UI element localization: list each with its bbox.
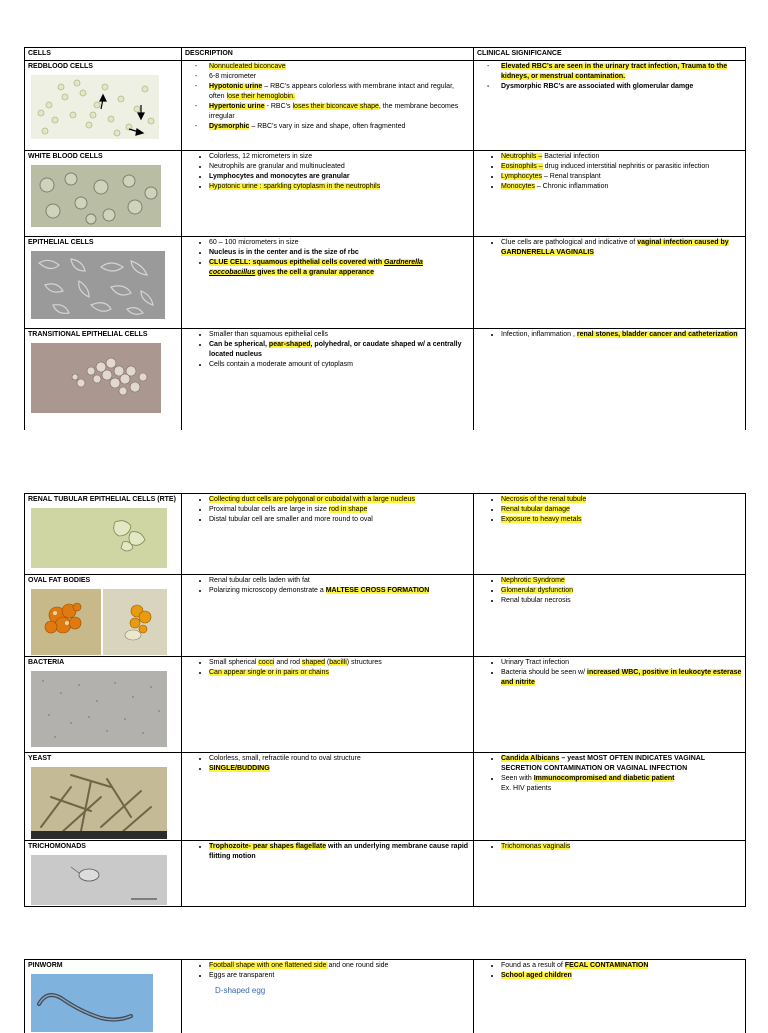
cell-title: YEAST	[28, 754, 178, 764]
cell-description: • Colorless, 12 micrometers in size • Neutrophils are granular and multinucleated • Lymphocytes and monocytes are granular • Hypotonic urine : sparkling cytoplasm in the neutrophils	[182, 151, 474, 237]
cell-name	[25, 960, 182, 1033]
cell-description: • Small spherical cocci and rod shaped (bacilli) structures • Can appear single or in pairs or chains	[182, 657, 474, 753]
pinworm-note: D-shaped egg	[215, 986, 470, 996]
row-pinworm	[25, 960, 746, 1033]
cell-name	[25, 753, 182, 841]
rbc-micrograph	[31, 75, 159, 139]
cell-title: OVAL FAT BODIES	[28, 576, 178, 586]
cell-clinical: • Candida Albicans – yeast MOST OFTEN INDICATES VAGINAL SECRETION CONTAMINATION OR VAGINAL INFECTION • Seen with Immunocompromised and diabetic patient Ex. HIV patients	[474, 753, 746, 841]
cell-name	[25, 329, 182, 431]
cell-name	[25, 61, 182, 151]
cell-name	[25, 575, 182, 657]
header-description: DESCRIPTION	[182, 48, 474, 61]
cell-title: EPITHELIAL CELLS	[28, 238, 178, 248]
cell-clinical: • Necrosis of the renal tubule • Renal tubular damage • Exposure to heavy metals	[474, 494, 746, 575]
header-cells: CELLS	[25, 48, 182, 61]
trichomonads-micrograph	[31, 855, 167, 905]
yeast-micrograph	[31, 767, 167, 839]
epithelial-micrograph	[31, 251, 165, 319]
transitional-micrograph	[31, 343, 161, 413]
cells-table-2	[24, 493, 746, 907]
cell-clinical: • Infection, inflammation , renal stones, bladder cancer and catheterization	[474, 329, 746, 431]
cell-name	[25, 237, 182, 329]
cell-description: • Trophozoite- pear shapes flagellate with an underlying membrane cause rapid flitting motion	[182, 841, 474, 907]
cell-description: • Smaller than squamous epithelial cells • Can be spherical, pear-shaped, polyhedral, or caudate shaped w/ a centrally located nucleus • Cells contain a moderate amount of cytoplasm	[182, 329, 474, 431]
cell-name	[25, 494, 182, 575]
cell-description: • Renal tubular cells laden with fat • Polarizing microscopy demonstrate a MALTESE CROSS FORMATION	[182, 575, 474, 657]
cell-clinical: • Neutrophils – Bacterial infection • Eosinophils – drug induced interstitial nephritis or parasitic infection • Lymphocytes – Renal transplant • Monocytes – Chronic inflammation	[474, 151, 746, 237]
bacteria-micrograph	[31, 671, 167, 747]
cell-description: • Collecting duct cells are polygonal or cuboidal with a large nucleus • Proximal tubular cells are large in size rod in shape • Distal tubular cell are smaller and more round to oval	[182, 494, 474, 575]
row-yeast	[25, 753, 746, 841]
cell-title: WHITE BLOOD CELLS	[28, 152, 178, 162]
cell-title: PINWORM	[28, 961, 178, 971]
cell-name	[25, 657, 182, 753]
row-bacteria	[25, 657, 746, 753]
cell-title: REDBLOOD CELLS	[28, 62, 178, 72]
cells-table-3	[24, 959, 746, 1033]
row-trichomonads	[25, 841, 746, 907]
row-wbc	[25, 151, 746, 237]
cell-description: • Colorless, small, refractile round to oval structure • SINGLE/BUDDING	[182, 753, 474, 841]
cell-clinical: - Elevated RBC’s are seen in the urinary tract infection, Trauma to the kidneys, or menstrual contamination. - Dysmorphic RBC’s are associated with glomerular damge	[474, 61, 746, 151]
oval-fat-bodies-micrograph	[31, 589, 167, 655]
cell-description: - Nonnucleated biconcave - 6-8 micrometer - Hypotonic urine – RBC’s appears colorless with membrane intact and regular, often lose their hemoglobin. - Hypertonic urine - RBC’s loses their biconcave shape, the membrane becomes irregular - Dysmorphic – RBC’s vary in size and shape, often fragmented	[182, 61, 474, 151]
cell-title: BACTERIA	[28, 658, 178, 668]
rte-micrograph	[31, 508, 167, 568]
table-header-row	[25, 48, 746, 61]
wbc-micrograph	[31, 165, 161, 227]
cell-title: TRICHOMONADS	[28, 842, 178, 852]
pinworm-micrograph	[31, 974, 153, 1032]
row-epithelial	[25, 237, 746, 329]
cell-clinical: • Urinary Tract infection • Bacteria should be seen w/ increased WBC, positive in leukocyte esterase and nitrite	[474, 657, 746, 753]
cell-title: TRANSITIONAL EPITHELIAL CELLS	[28, 330, 178, 340]
cell-clinical: • Trichomonas vaginalis	[474, 841, 746, 907]
header-clinical: CLINICAL SIGNIFICANCE	[474, 48, 746, 61]
cell-clinical: • Found as a result of FECAL CONTAMINATION • School aged children	[474, 960, 746, 1033]
row-transitional	[25, 329, 746, 431]
cell-description: • Football shape with one flattened side and one round side • Eggs are transparent D-shaped egg	[182, 960, 474, 1033]
cell-clinical: • Clue cells are pathological and indicative of vaginal infection caused by GARDNERELLA VAGINALIS	[474, 237, 746, 329]
cell-title: RENAL TUBULAR EPITHELIAL CELLS (RTE)	[28, 495, 178, 505]
cell-name	[25, 841, 182, 907]
cells-table-1	[24, 47, 746, 430]
cell-name	[25, 151, 182, 237]
row-oval-fat-bodies	[25, 575, 746, 657]
cell-description: • 60 – 100 micrometers in size • Nucleus is in the center and is the size of rbc • CLUE CELL: squamous epithelial cells covered with Gardnerella coccobacillus gives the cell a granular apperance	[182, 237, 474, 329]
cell-clinical: • Nephrotic Syndrome • Glomerular dysfunction • Renal tubular necrosis	[474, 575, 746, 657]
row-rbc	[25, 61, 746, 151]
row-rte	[25, 494, 746, 575]
